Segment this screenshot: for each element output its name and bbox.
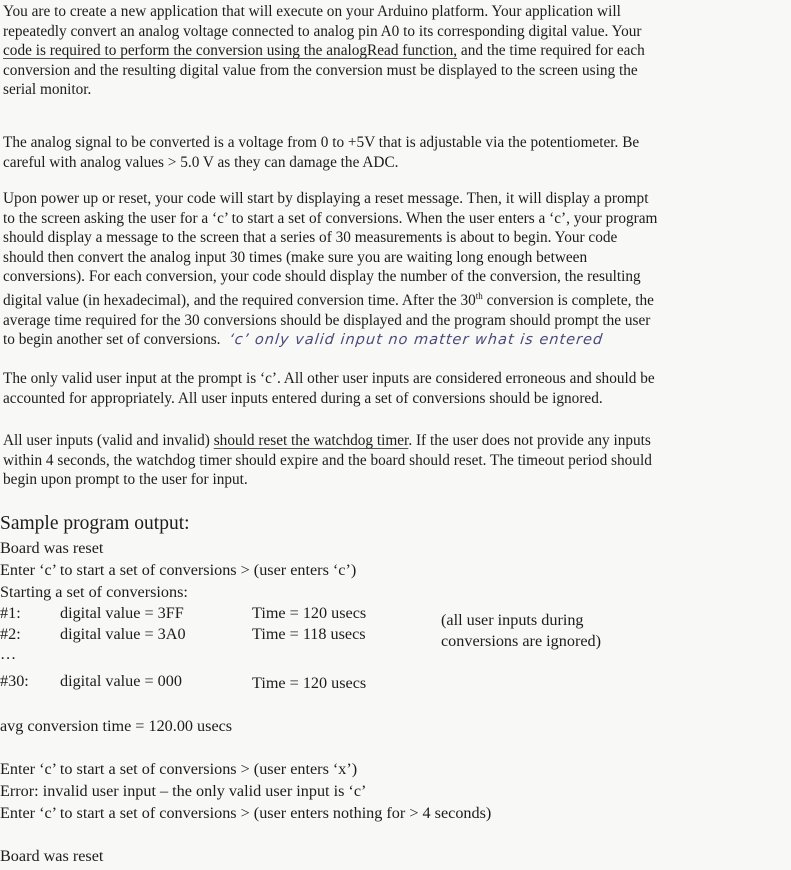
conversion-number: #30: — [0, 672, 29, 690]
conversion-time: Time = 120 usecs — [252, 604, 367, 622]
digital-value: digital value = 000 — [60, 672, 182, 690]
text-fragment: . If the user does not provide any inputs — [408, 432, 651, 449]
text-line: The only valid user input at the prompt is ‘c’. All other user inputs are considered erroneous and should be — [3, 370, 655, 387]
output-line: Board was reset — [0, 847, 104, 865]
conversion-number: #1: — [0, 604, 21, 622]
text-fragment: All user inputs (valid and invalid) — [3, 432, 214, 449]
superscript: th — [475, 290, 483, 301]
paragraph-intro — [3, 2, 788, 100]
output-line: Board was reset — [0, 539, 104, 557]
output-line: avg conversion time = 120.00 usecs — [0, 717, 233, 735]
paragraph-valid-input — [3, 369, 788, 408]
text-line: accounted for appropriately. All user inputs entered during a set of conversions should be ignored. — [3, 389, 603, 407]
ellipsis: … — [0, 645, 17, 663]
output-line: Enter ‘c’ to start a set of conversions > (user enters ‘c’) — [0, 561, 357, 579]
text-line: repeatedly convert an analog voltage connected to analog pin A0 to its corresponding digital value. Your — [3, 22, 642, 40]
output-line: Error: invalid user input – the only valid user input is ‘c’ — [0, 782, 367, 800]
text-fragment: to begin another set of conversions. — [3, 331, 221, 349]
conversion-row — [0, 604, 791, 625]
text-line: serial monitor. — [3, 81, 92, 99]
paragraph-behavior — [3, 189, 788, 351]
text-line — [3, 431, 788, 451]
conversion-time: Time = 120 usecs — [252, 674, 367, 692]
sample-output-heading: Sample program output: — [0, 513, 190, 534]
text-line: You are to create a new application that will execute on your Arduino platform. Your application will — [3, 3, 621, 20]
output-line: Enter ‘c’ to start a set of conversions > (user enters nothing for > 4 seconds) — [0, 804, 492, 822]
paragraph-analog-signal — [3, 133, 788, 172]
underlined-requirement: code is required to perform the conversion using the analogRead function, — [3, 42, 458, 60]
underlined-requirement: should reset the watchdog timer — [213, 432, 409, 449]
text-line: The analog signal to be converted is a voltage from 0 to +5V that is adjustable via the potentiometer. Be — [3, 134, 640, 151]
text-line: should display a message to the screen that a series of 30 measurements is about to begin. Your code — [3, 229, 618, 247]
text-line — [3, 330, 788, 351]
conversion-row — [0, 625, 791, 646]
text-line: conversion and the resulting digital value from the conversion must be displayed to the screen using the — [3, 61, 638, 79]
text-line: begin upon prompt to the user for input. — [3, 471, 248, 489]
text-line — [3, 287, 788, 311]
text-line — [3, 41, 788, 61]
text-fragment: and the time required for each — [457, 42, 645, 60]
text-line: careful with analog values > 5.0 V as they can damage the ADC. — [3, 153, 399, 171]
text-line: average time required for the 30 conversions should be displayed and the program should prompt the user — [3, 311, 651, 329]
paragraph-watchdog — [3, 431, 788, 490]
text-line: within 4 seconds, the watchdog timer should expire and the board should reset. The timeout period should — [3, 451, 652, 469]
text-line: conversions). For each conversion, your code should display the number of the conversion, the resulting — [3, 268, 641, 286]
conversion-row — [0, 672, 791, 693]
digital-value: digital value = 3A0 — [60, 625, 186, 643]
conversion-time: Time = 118 usecs — [252, 625, 366, 643]
text-line: to the screen asking the user for a ‘c’ to start a set of conversions. When the user enters a ‘c’, your program — [3, 209, 658, 227]
output-line: Starting a set of conversions: — [0, 583, 188, 601]
output-note: conversions are ignored) — [441, 632, 602, 650]
digital-value: digital value = 3FF — [60, 604, 184, 622]
text-line: Upon power up or reset, your code will start by displaying a reset message. Then, it will display a prompt — [3, 190, 649, 207]
text-fragment: digital value (in hexadecimal), and the required conversion time. After the 30 — [3, 292, 476, 310]
text-fragment: conversion is complete, the — [482, 292, 654, 310]
text-line: should then convert the analog input 30 times (make sure you are waiting long enough between — [3, 248, 588, 266]
output-line: Enter ‘c’ to start a set of conversions > (user enters ‘x’) — [0, 760, 358, 778]
conversion-number: #2: — [0, 625, 21, 643]
output-note: (all user inputs during — [441, 611, 584, 629]
handwritten-annotation: ‘c’ only valid input no matter what is entered — [227, 332, 604, 349]
